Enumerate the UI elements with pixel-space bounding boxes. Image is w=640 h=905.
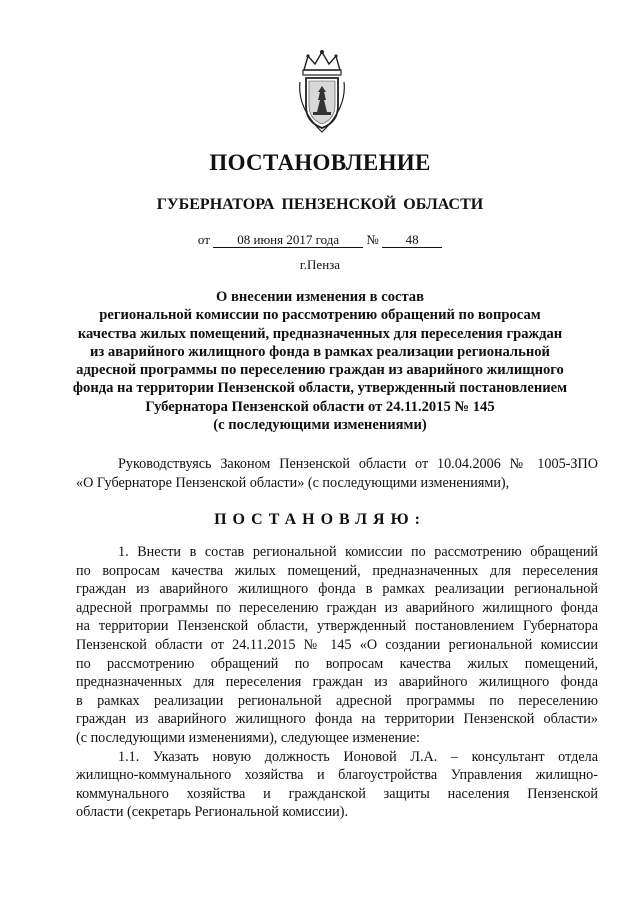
text-line: 1. Внести в состав региональной комиссии по рассмотрению обращений (118, 544, 598, 560)
text-line: адресной программы по переселению граждан из аварийного жилищного фонда (76, 599, 598, 616)
paragraph-1 (76, 543, 598, 822)
text-line: (с последующими изменениями), следующее изменение: (76, 729, 420, 746)
text-line: по рассмотрению обращений по вопросам качества жилых помещений, (76, 655, 598, 672)
text-line: «О Губернаторе Пензенской области» (с последующими изменениями), (76, 474, 510, 491)
document-date: 08 июня 2017 года (213, 233, 363, 248)
decree-word: ПОСТАНОВЛЯЮ: (214, 511, 426, 528)
penza-coat-of-arms-icon (295, 48, 349, 134)
heading-line: фонда на территории Пензенской области, утвержденный постановлением (72, 380, 568, 397)
heading-line: региональной комиссии по рассмотрению обращений по вопросам (99, 307, 541, 324)
document-issuer: ГУБЕРНАТОРА ПЕНЗЕНСКОЙ ОБЛАСТИ (156, 196, 484, 213)
text-line: граждан из аварийного жилищного фонда в рамках реализации региональной (76, 581, 598, 598)
document-city: г.Пенза (299, 257, 341, 272)
text-line: области (секретарь Региональной комиссии). (76, 804, 349, 821)
text-line: предназначенных для переселения граждан из аварийного жилищного фонда (76, 674, 598, 691)
text-line: 1.1. Указать новую должность Ионовой Л.А. – консультант отдела (118, 748, 598, 765)
document-heading (70, 288, 570, 434)
text-line: коммунального хозяйства и гражданской защиты населения Пензенской (76, 785, 598, 802)
text-line: Руководствуясь Законом Пензенской области от 10.04.2006 № 1005-ЗПО (118, 456, 598, 472)
heading-line: О внесении изменения в состав (216, 289, 424, 305)
heading-line: качества жилых помещений, предназначенных для переселения граждан (77, 325, 563, 342)
text-line: граждан из аварийного жилищного фонда на территории Пензенской области» (76, 711, 598, 728)
document-title: ПОСТАНОВЛЕНИЕ (209, 150, 431, 175)
heading-line: из аварийного жилищного фонда в рамках реализации региональной (90, 343, 550, 360)
text-line: Пензенской области от 24.11.2015 № 145 «О создании региональной комиссии (76, 636, 598, 653)
date-number-line (0, 232, 640, 248)
text-line: на территории Пензенской области, утвержденный постановлением Губернатора (76, 618, 598, 635)
text-line: в рамках реализации региональной адресной программы по переселению (76, 692, 598, 709)
preamble-paragraph (76, 455, 598, 492)
text-line: жилищно-коммунального хозяйства и благоустройства Управления жилищно- (76, 767, 598, 784)
heading-line: адресной программы по переселению граждан из аварийного жилищного (76, 362, 564, 379)
document-number: 48 (382, 233, 442, 248)
number-sign: № (366, 232, 379, 247)
heading-line: (с последующими изменениями) (213, 417, 427, 434)
date-prefix: от (197, 232, 210, 247)
text-line: по вопросам качества жилых помещений, предназначенных для переселения (76, 562, 598, 579)
heading-line: Губернатора Пензенской области от 24.11.2015 № 145 (145, 398, 495, 415)
